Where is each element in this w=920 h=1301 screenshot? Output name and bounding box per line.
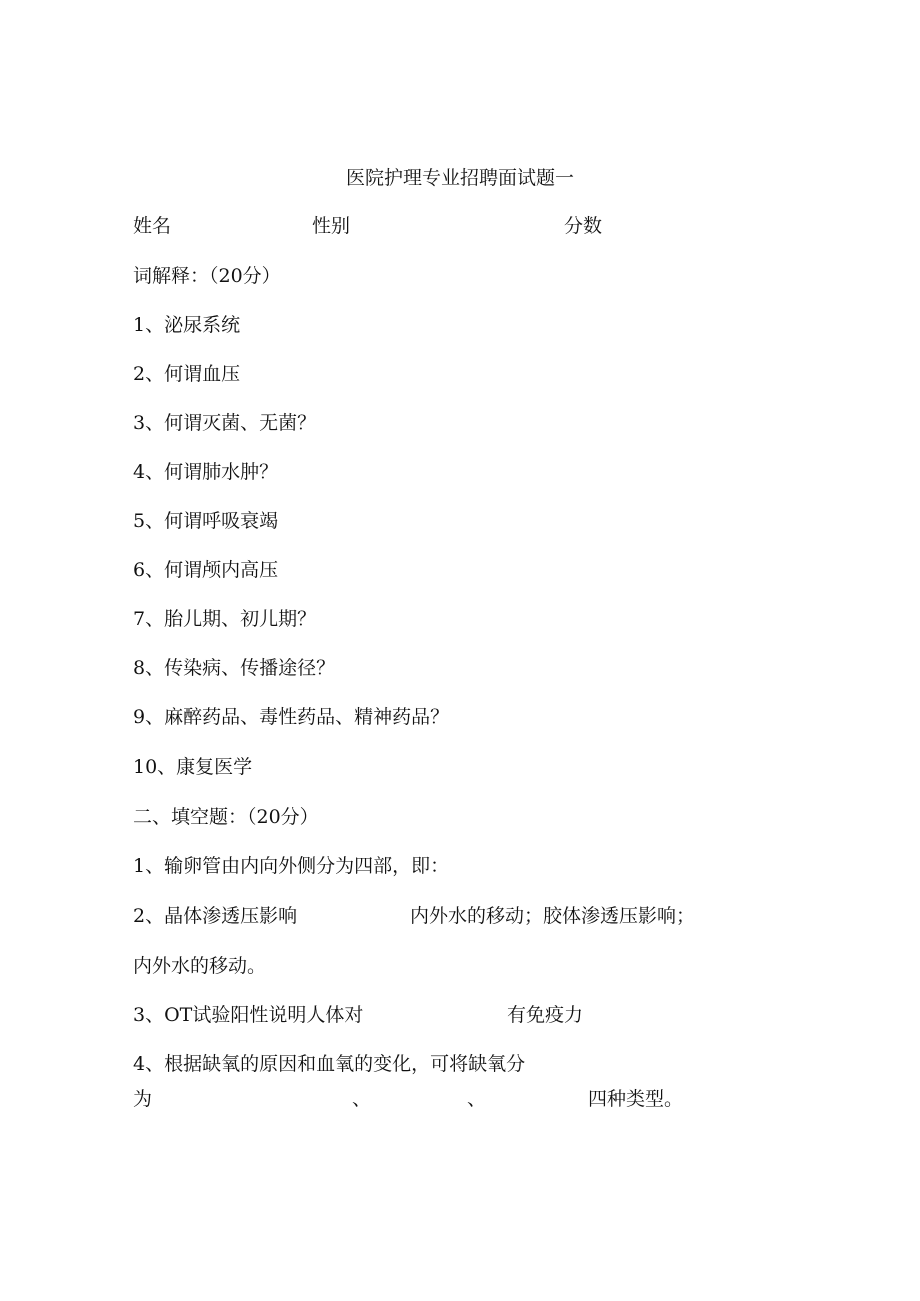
section1-item-10: 10、康复医学	[133, 756, 253, 778]
section2-question-2-part2: 内外水的移动；胶体渗透压影响；	[410, 905, 696, 927]
section1-item-9: 9、麻醉药品、毒性药品、精神药品？	[133, 706, 450, 728]
section1-item-7: 7、胎儿期、初儿期？	[133, 608, 317, 630]
section1-item-6: 6、何谓颅内高压	[133, 559, 279, 581]
section2-heading: 二、填空题：（20分）	[133, 806, 319, 828]
section2-question-2-part1: 2、晶体渗透压影响	[133, 905, 298, 927]
section2-question-1: 1、输卵管由内向外侧分为四部，即：	[133, 855, 450, 877]
section1-item-8: 8、传染病、传播途径？	[133, 657, 336, 679]
section2-question-3-part1: 3、OT试验阳性说明人体对	[133, 1004, 364, 1026]
score-field-label: 分数	[564, 215, 603, 237]
section2-question-4-end: 四种类型。	[588, 1088, 684, 1110]
section2-question-4-sep1: 、	[352, 1088, 372, 1110]
section1-item-2: 2、何谓血压	[133, 363, 241, 385]
section2-question-2-part3: 内外水的移动。	[133, 955, 267, 977]
section2-question-3-part2: 有免疫力	[507, 1004, 584, 1026]
section2-question-4-wei: 为	[133, 1088, 153, 1110]
section1-item-4: 4、何谓肺水肿？	[133, 461, 279, 483]
section1-item-3: 3、何谓灭菌、无菌？	[133, 412, 317, 434]
section1-heading: 词解释：（20分）	[133, 265, 281, 287]
section1-item-5: 5、何谓呼吸衰竭	[133, 510, 279, 532]
section2-question-4-sep2: 、	[467, 1088, 487, 1110]
page-title: 医院护理专业招聘面试题一	[345, 167, 574, 189]
gender-field-label: 性别	[312, 215, 351, 237]
name-field-label: 姓名	[133, 215, 172, 237]
section1-item-1: 1、泌尿系统	[133, 314, 241, 336]
section2-question-4-line1: 4、根据缺氧的原因和血氧的变化，可将缺氧分	[133, 1053, 526, 1075]
